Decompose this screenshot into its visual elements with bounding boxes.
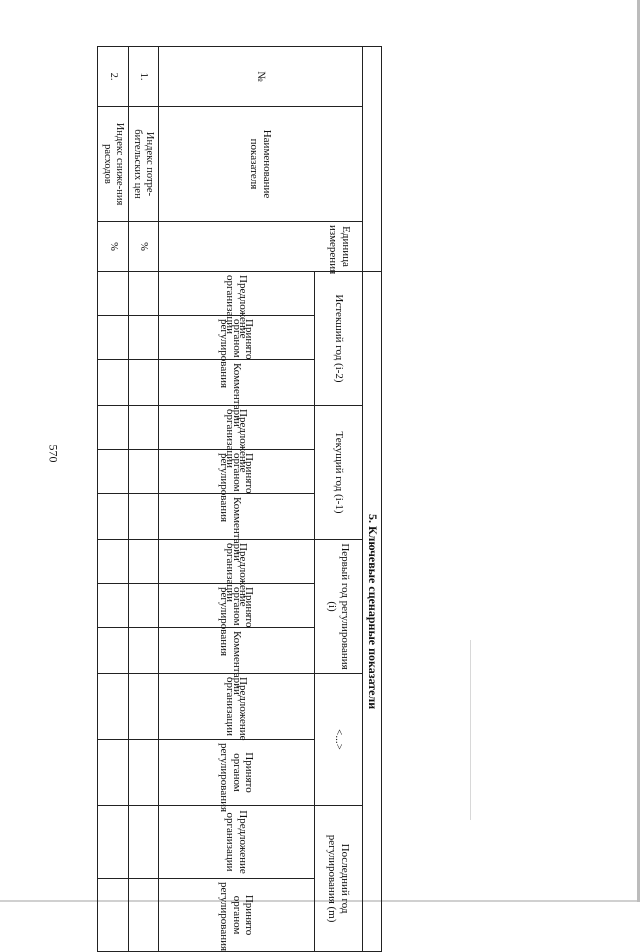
row-cell — [128, 540, 159, 584]
row-cell — [128, 450, 159, 494]
row-cell — [98, 740, 129, 806]
group-header-first-regulation-year: Первый год регулирования (i) — [314, 540, 362, 674]
row-cell — [128, 584, 159, 628]
row-unit: % — [98, 222, 129, 272]
row-cell — [98, 584, 129, 628]
section-title: 5. Ключевые сценарные показатели — [362, 272, 381, 952]
row-cell — [128, 740, 159, 806]
row-cell — [98, 806, 129, 879]
table-row — [98, 47, 129, 952]
group-header-past-year: Истекший год (i-2) — [314, 272, 362, 406]
row-cell — [128, 406, 159, 450]
sub-header-accepted: Принято органом регулирования — [159, 316, 315, 360]
row-cell — [98, 316, 129, 360]
group-header-intermediate-years: <...> — [314, 674, 362, 806]
group-header-current-year: Текущий год (i-1) — [314, 406, 362, 540]
sub-header-comments: Комментарии — [159, 628, 315, 674]
row-cell — [128, 360, 159, 406]
group-header-last-regulation-year: Последний год регулирования (m) — [314, 806, 362, 952]
title-spacer-cell — [362, 47, 381, 272]
row-cell — [98, 450, 129, 494]
row-cell — [128, 806, 159, 879]
sub-header-proposal: Предложение организации — [159, 540, 315, 584]
row-cell — [98, 879, 129, 952]
row-cell — [98, 674, 129, 740]
sub-header-proposal: Предложение организации — [159, 674, 315, 740]
sub-header-proposal: Предложение организации — [159, 272, 315, 316]
row-number: 1. — [128, 47, 159, 107]
key-scenario-indicators-table — [97, 46, 382, 952]
page-number: 570 — [46, 444, 61, 463]
row-cell — [128, 316, 159, 360]
row-cell — [98, 360, 129, 406]
row-indicator-name: Индекс сниже-ния расходов — [98, 107, 129, 222]
row-cell — [128, 879, 159, 952]
scan-artifact-line — [470, 640, 471, 820]
row-cell — [128, 628, 159, 674]
table-row — [128, 47, 159, 952]
sub-header-accepted: Принято органом регулирования — [159, 450, 315, 494]
row-cell — [98, 272, 129, 316]
sub-header-accepted: Принято органом регулирования — [159, 740, 315, 806]
sub-header-proposal: Предложение организации — [159, 406, 315, 450]
section-title-row — [362, 47, 381, 952]
sub-header-comments: Комментарии — [159, 360, 315, 406]
row-cell — [98, 540, 129, 584]
header-number: № — [159, 47, 363, 107]
row-number: 2. — [98, 47, 129, 107]
sub-header-comments: Комментарии — [159, 494, 315, 540]
row-cell — [128, 272, 159, 316]
row-cell — [128, 674, 159, 740]
sub-header-proposal: Предложение организации — [159, 806, 315, 879]
sub-header-accepted: Принято органом регулирования — [159, 584, 315, 628]
row-cell — [128, 494, 159, 540]
group-header-row — [314, 47, 362, 952]
row-cell — [98, 494, 129, 540]
header-indicator-name: Наименование показателя — [159, 107, 363, 222]
row-cell — [98, 628, 129, 674]
row-unit: % — [128, 222, 159, 272]
sub-header-accepted: Принято органом регулирования — [159, 879, 315, 952]
row-cell — [98, 406, 129, 450]
header-unit: Единица измерения — [159, 222, 363, 272]
rotated-table-container — [97, 46, 382, 952]
row-indicator-name: Индекс потре-бительских цен — [128, 107, 159, 222]
